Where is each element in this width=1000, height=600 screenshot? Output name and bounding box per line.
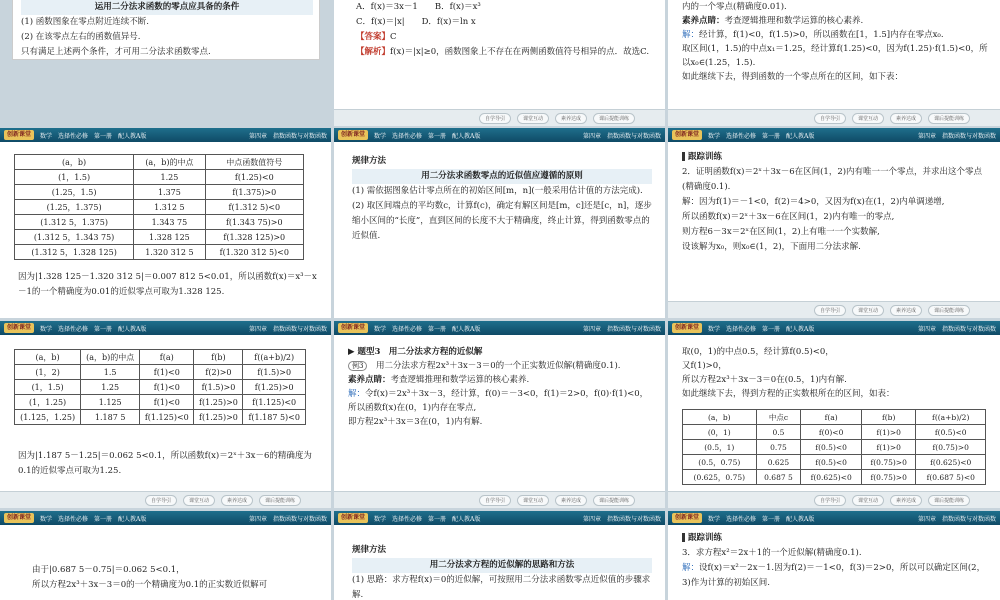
nav-self-study[interactable]: 自学导引 [479, 113, 511, 124]
nav-bar: 自学导引 课堂互动 素养达成 课后提能训练 [668, 491, 1000, 508]
table-row: (1.25，1.5) 1.375 f(1.375)>0 [15, 185, 304, 200]
literacy-text: 考查逻辑推理和数学运算的核心素养. [724, 16, 864, 26]
nav-homework[interactable]: 课后提能训练 [928, 113, 970, 124]
example-badge: 例3 [348, 361, 367, 371]
options-cd: C．f(x)＝|x| D．f(x)＝ln x [356, 17, 476, 27]
problem-tail: 内的一个零点(精确度0.01). [682, 2, 787, 12]
literacy-label: 素养点睛： [682, 16, 725, 26]
play-icon: ▶ [348, 347, 358, 357]
answer-label: 【答案】 [356, 32, 391, 42]
slide-header: 创新课堂 数学 选择性必修 第一册 配人教A版 第四章 指数函数与对数函数 [0, 321, 331, 335]
nav-homework[interactable]: 课后提能训练 [593, 113, 635, 124]
condition-summary: 只有满足上述两个条件，才可用二分法求函数零点. [21, 47, 211, 57]
table-row: (1，1.5) 1.25 f(1.25)<0 [15, 170, 304, 185]
method-p1: (1) 需依据图象估计零点所在的初始区间[m，n](一般采用估计值的方法完成). [352, 186, 643, 196]
slide-header: 创新课堂 数学 选择性必修 第一册 配人教A版 第四章 指数函数与对数函数 [0, 128, 331, 142]
method-label: 规律方法 [352, 156, 387, 166]
analysis-text: f(x)＝|x|≥0，函数图象上不存在在两侧函数值符号相异的点．故选C. [390, 47, 650, 57]
slide-r2-c0 [0, 321, 331, 508]
slide-r3-c2: 创新课堂 数学 选择性必修 第一册 配人教A版 第四章 指数函数与对数函数 跟踪训练 3．求方程x²＝2x＋1的一个近似解(精确度0.1). 解：设f(x)＝x²－2x－1.因为f(2)＝－1<0，f(3)＝2>0，所以可以确定区间(2，3)作为计算的初始区间. [668, 511, 1000, 600]
slide-header: 创新课堂 数学 选择性必修 第一册 配人教A版 第四章 指数函数与对数函数 [668, 321, 1000, 335]
slide-header: 创新课堂 数学 选择性必修 第一册 配人教A版 第四章 指数函数与对数函数 [668, 511, 1000, 525]
slide-r1-c1 [334, 128, 665, 318]
slide-r0-c1 [334, 0, 665, 126]
nav-bar: 自学导引 课堂互动 素养达成 课后提能训练 [0, 491, 331, 508]
slide-r2-c1: 创新课堂 数学 选择性必修 第一册 配人教A版 第四章 指数函数与对数函数 ▶ 题型3 用二分法求方程的近似解 例3 用二分法求方程2x³＋3x－3＝0的一个正实数近似解(精确度0.1). 素养点睛：考查逻辑推理和数学运算的核心素养. 解：令f(x)＝2x³＋3x－3，经计算，f(0)＝－3<0，f(1)＝2>0，f(0)·f(1)<0， 所以函数f(x)在(0，1)内存在零点, 即方程2x³＋3x＝3在(0，1)内有解. 自学导引 课堂互动 素养达成 课后提能训练 [334, 321, 665, 508]
practice-sol-3: 则方程6－3x＝2ˣ在区间(1，2)上有唯一一个实数解, [682, 227, 880, 237]
solution-continue: 如此继续下去，得到函数的一个零点所在的区间，如下表： [682, 72, 904, 82]
example-solution: 令f(x)＝2x³＋3x－3，经计算，f(0)＝－3<0，f(1)＝2>0，f(0)·f(1)<0， [365, 389, 649, 399]
nav-bar [668, 109, 1000, 126]
practice-question: 2．证明函数f(x)＝2ˣ＋3x－6在区间(1，2)内有唯一一个零点，并求出这个零点(精确度0.1). [682, 167, 983, 192]
slide-r1-c2 [668, 128, 1000, 318]
table-row: (1.312 5，1.375) 1.343 75 f(1.343 75)>0 [15, 215, 304, 230]
example-question: 用二分法求方程2x³＋3x－3＝0的一个正实数近似解(精确度0.1). [375, 361, 621, 371]
options-ab: A．f(x)＝3x－1 B．f(x)＝x³ [356, 2, 481, 12]
solution-text: 经计算，f(1)<0，f(1.5)>0，所以函数在[1，1.5]内存在零点x₀. [699, 30, 944, 40]
table-row: (0.5，0.75) 0.625 f(0.5)<0 f(0.75)>0 f(0.625)<0 [683, 455, 986, 470]
nav-self-study[interactable]: 自学导引 [814, 113, 846, 124]
slide-r0-c0 [12, 0, 320, 60]
condition-2: (2) 在该零点左右的函数值异号. [21, 32, 141, 42]
nav-literacy[interactable]: 素养达成 [890, 113, 922, 124]
nav-bar: 自学导引 课堂互动 素养达成 课后提能训练 [668, 301, 1000, 318]
section-bar-icon [682, 533, 685, 542]
answer-value: C [390, 32, 397, 42]
analysis-label: 【解析】 [356, 47, 391, 57]
table-row: (1.125，1.25) 1.187 5 f(1.125)<0 f(1.25)>0 f(1.187 5)<0 [15, 410, 306, 425]
table-row: (1.312 5，1.343 75) 1.328 125 f(1.328 125)>0 [15, 230, 304, 245]
conclusion-text: 因为|1.187 5－1.25|＝0.062 5<0.1，所以函数f(x)＝2ˣ＋3x－6的精确度为0.1的近似零点可取为1.25. [18, 451, 312, 476]
logo: 创新课堂 [4, 130, 34, 140]
table-row: (0.5，1) 0.75 f(0.5)<0 f(1)>0 f(0.75)>0 [683, 440, 986, 455]
nav-bar [334, 109, 665, 126]
condition-1: (1) 函数图象在零点附近连续不断. [21, 17, 149, 27]
nav-class[interactable]: 课堂互动 [852, 113, 884, 124]
nav-literacy[interactable]: 素养达成 [555, 113, 587, 124]
rule-title: 运用二分法求函数的零点应具备的条件 [21, 0, 313, 15]
table-row: (1.25，1.375) 1.312 5 f(1.312 5)<0 [15, 200, 304, 215]
bisection-table: (a，b) (a，b)的中点 中点函数值符号 (1，1.5) 1.25 f(1.25)<0 (1.25，1.5) 1.375 f(1.375)>0 (1.25，1.375) 1.312 5 f(1.312 5)<0 (1.312 5，1.375) 1.343 75 f(1.343 75)>0 (1.312 5，1.343 75) 1.328 125 f(1.328 125)>0 (1.312 5，1.328 125) 1.320 312 5 f(1.320 312 5)<0 [14, 154, 304, 260]
conclusion-text: 因为|1.328 125－1.320 312 5|＝0.007 812 5<0.01，所以函数f(x)＝x³－x－1的一个精确度为0.01的近似零点可取为1.328 125. [18, 272, 317, 297]
slide-r0-c2 [668, 0, 1000, 126]
slide-header: 创新课堂 数学 选择性必修 第一册 配人教A版 第四章 指数函数与对数函数 [334, 128, 665, 142]
practice-sol-4: 设该解为x₀，则x₀∈(1，2)，下面用二分法求解. [682, 242, 861, 252]
topic-title: 题型3 用二分法求方程的近似解 [357, 347, 483, 357]
table-row: (0.625，0.75) 0.687 5 f(0.625)<0 f(0.75)>0 f(0.687 5)<0 [683, 470, 986, 485]
slide-header: 创新课堂 数学 选择性必修 第一册 配人教A版 第四章 指数函数与对数函数 [334, 321, 665, 335]
slide-r2-c2: 创新课堂 数学 选择性必修 第一册 配人教A版 第四章 指数函数与对数函数 取(0，1)的中点0.5，经计算f(0.5)<0， 又f(1)>0， 所以方程2x³＋3x－3＝0在(0.5，1)内有解. 如此继续下去，得到方程的正实数根所在的区间，如表： (a，b) 中点c f(a) f(b) f((a+b)/2) (0，1) 0.5 f(0)<0 f(1)>0 f(0.5)<0 (0.5，1) 0.75 f(0.5)<0 f(1)>0 f(0.75)>0 (0.5，0.75) 0.625 f(0.5)<0 f(0.75)>0 f(0.625)<0 (0.625，0.75) 0.687 5 f(0.625)<0 f(0.75)>0 f(0.687 5)<0 自学导引 课堂互动 素养达成 课后提能训练 [668, 321, 1000, 508]
table-row: (1.312 5，1.328 125) 1.320 312 5 f(1.320 312 5)<0 [15, 245, 304, 260]
table-row: (1，2) 1.5 f(1)<0 f(2)>0 f(1.5)>0 [15, 365, 306, 380]
slide-header: 创新课堂 数学 选择性必修 第一册 配人教A版 第四章 指数函数与对数函数 [668, 128, 1000, 142]
slide-header: 创新课堂 数学 选择性必修 第一册 配人教A版 第四章 指数函数与对数函数 [0, 511, 331, 525]
slide-header: 创新课堂 数学 选择性必修 第一册 配人教A版 第四章 指数函数与对数函数 [334, 511, 665, 525]
method-p2: (2) 取区间端点的平均数c，计算f(c)，确定有解区间是[m，c]还是[c，n]，逐步缩小区间的“长度”，直到区间的长度不大于精确度，终止计算，得到函数零点的近似值. [352, 201, 652, 241]
table-row: (0，1) 0.5 f(0)<0 f(1)>0 f(0.5)<0 [683, 425, 986, 440]
bisection-table-3: (a，b) 中点c f(a) f(b) f((a+b)/2) (0，1) 0.5 f(0)<0 f(1)>0 f(0.5)<0 (0.5，1) 0.75 f(0.5)<0 f(1)>0 f(0.75)>0 (0.5，0.75) 0.625 f(0.5)<0 f(0.75)>0 f(0.625)<0 (0.625，0.75) 0.687 5 f(0.625)<0 f(0.75)>0 f(0.687 5)<0 [682, 409, 986, 485]
slide-r3-c1: 创新课堂 数学 选择性必修 第一册 配人教A版 第四章 指数函数与对数函数 规律方法 用二分法求方程的近似解的思路和方法 (1) 思路：求方程f(x)＝0的近似解，可按照用二分法求函数零点近似值的步骤求解. [334, 511, 665, 600]
practice-label: 跟踪训练 [688, 152, 723, 162]
slide-r1-c0 [0, 128, 331, 318]
method-title: 用二分法求函数零点的近似值应遵循的原则 [352, 169, 652, 184]
solution-label: 解： [682, 30, 700, 40]
nav-class[interactable]: 课堂互动 [517, 113, 549, 124]
slide-r3-c0: 创新课堂 数学 选择性必修 第一册 配人教A版 第四章 指数函数与对数函数 由于|0.687 5－0.75|＝0.062 5<0.1， 所以方程2x³＋3x－3＝0的一个精确度为0.1的正实数近似解可 [0, 511, 331, 600]
table-row: (1，1.5) 1.25 f(1)<0 f(1.5)>0 f(1.25)>0 [15, 380, 306, 395]
solution-step: 取区间(1，1.5)的中点x₁＝1.25，经计算f(1.25)<0，因为f(1.25)·f(1.5)<0，所以x₀∈(1.25，1.5). [682, 44, 988, 68]
section-bar-icon [682, 152, 685, 161]
table-row: (1，1.25) 1.125 f(1)<0 f(1.25)>0 f(1.125)<0 [15, 395, 306, 410]
nav-bar: 自学导引 课堂互动 素养达成 课后提能训练 [334, 491, 665, 508]
practice-sol-2: 所以函数f(x)＝2ˣ＋3x－6在区间(1，2)内有唯一的零点, [682, 212, 895, 222]
bisection-table-2: (a，b) (a，b)的中点 f(a) f(b) f((a+b)/2) (1，2) 1.5 f(1)<0 f(2)>0 f(1.5)>0 (1，1.5) 1.25 f(1)<0 f(1.5)>0 f(1.25)>0 (1，1.25) 1.125 f(1)<0 f(1.25)>0 f(1.125)<0 (1.125，1.25) 1.187 5 f(1.125)<0 f(1.25)>0 f(1.187 5)<0 [14, 349, 306, 425]
practice-sol-1: 解：因为f(1)＝－1<0，f(2)＝4>0，又因为f(x)在(1，2)内单调递增, [682, 197, 945, 207]
